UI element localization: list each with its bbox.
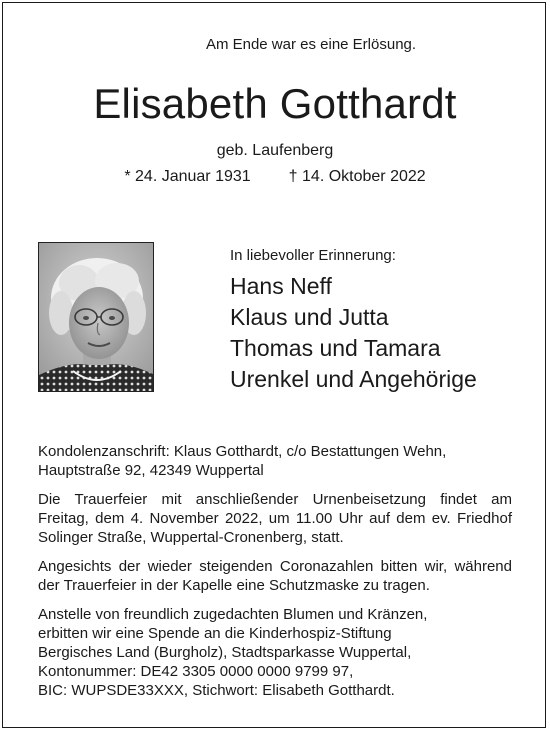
mask-notice: [38, 557, 512, 595]
mourner-name: Hans Neff: [230, 273, 332, 299]
text-line: Anstelle von freundlich zugedachten Blumen und Kränzen,: [38, 606, 428, 623]
mourner-name: Urenkel und Angehörige: [230, 366, 477, 392]
text-line: Hauptstraße 92, 42349 Wuppertal: [38, 462, 264, 479]
motto-text: Am Ende war es eine Erlösung.: [205, 36, 417, 53]
obituary-body: [38, 442, 512, 710]
text-line: Solinger Straße, Wuppertal-Cronenberg, statt.: [38, 529, 344, 546]
life-dates: [0, 168, 550, 186]
birth-date: * 24. Januar 1931: [124, 168, 251, 185]
birth-name: geb. Laufenberg: [216, 142, 334, 159]
text-line: erbitten wir eine Spende an die Kinderhospiz-Stiftung: [38, 625, 392, 642]
ceremony-info: [38, 490, 512, 547]
portrait-photo: [38, 242, 154, 392]
death-date: † 14. Oktober 2022: [288, 168, 426, 185]
mourner-name: Thomas und Tamara: [230, 335, 441, 361]
text-line: Kontonummer: DE42 3305 0000 0000 9799 97,: [38, 663, 354, 680]
mourners-list: [230, 271, 477, 395]
text-line: Angesichts der wieder steigenden Coronazahlen bitten wir, während: [38, 558, 512, 575]
donation-info: [38, 605, 512, 700]
text-line: Kondolenzanschrift: Klaus Gotthardt, c/o Bestattungen Wehn,: [38, 443, 447, 460]
text-line: BIC: WUPSDE33XXX, Stichwort: Elisabeth Gotthardt.: [38, 682, 395, 699]
deceased-name: Elisabeth Gotthardt: [93, 80, 457, 127]
text-line: Bergisches Land (Burgholz), Stadtsparkasse Wuppertal,: [38, 644, 412, 661]
text-line: der Trauerfeier in der Kapelle eine Schutzmaske zu tragen.: [38, 577, 430, 594]
portrait-image: [39, 243, 154, 392]
mourner-name: Klaus und Jutta: [230, 304, 389, 330]
memory-intro: In liebevoller Erinnerung:: [230, 247, 396, 264]
text-line: Freitag, dem 4. November 2022, um 11.00 Uhr auf dem ev. Friedhof: [38, 510, 512, 527]
text-line: Die Trauerfeier mit anschließender Urnenbeisetzung findet am: [38, 491, 512, 508]
condolence-address: [38, 442, 512, 480]
